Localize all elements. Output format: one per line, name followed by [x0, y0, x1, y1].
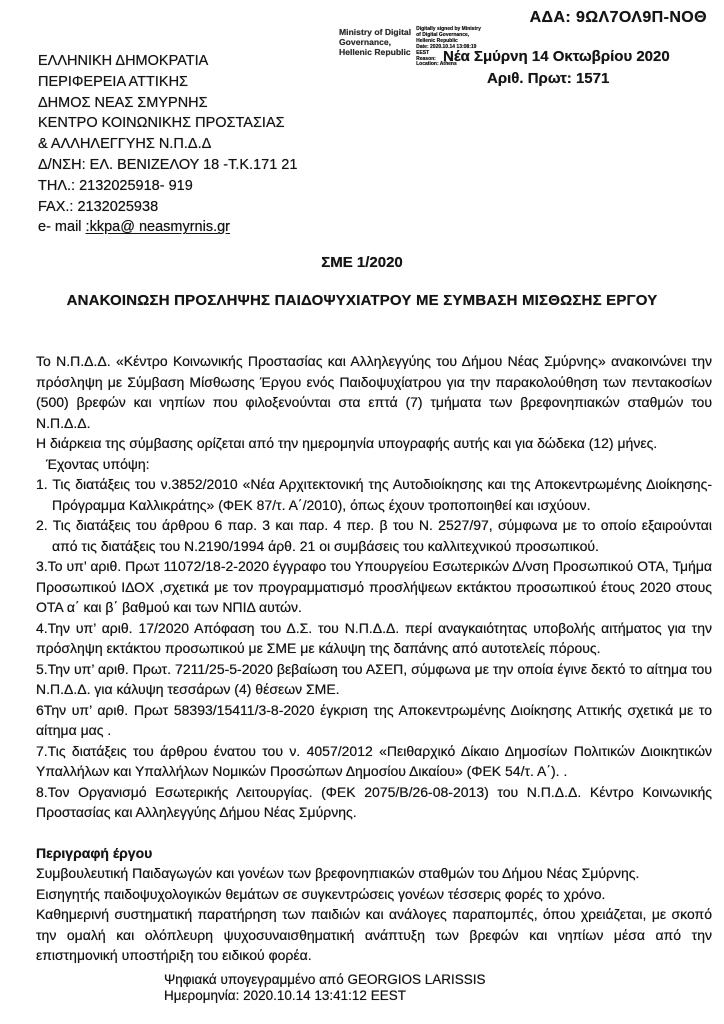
stamp-signature-line: EEST: [416, 49, 430, 56]
place-date: Νέα Σμύρνη 14 Οκτωβρίου 2020: [443, 48, 670, 65]
letterhead-line: Δ/ΝΣΗ: ΕΛ. ΒΕΝΙΖΕΛΟΥ 18 -Τ.Κ.171 21: [38, 156, 298, 173]
stamp-signature-line: Digitally signed by Ministry: [416, 26, 481, 32]
duration-line: Η διάρκεια της σύμβασης ορίζεται από την ημερομηνία υπογραφής αυτής και για δώδεκα (12) μήνες.: [36, 435, 658, 451]
letterhead-line: & ΑΛΛΗΛΕΓΓΥΗΣ Ν.Π.Δ.Δ: [38, 136, 212, 153]
consideration-item-7: 7.Τις διατάξεις του άρθρου ένατου του ν. 4057/2012 «Πειθαρχικό Δίκαιο Δημοσίων Πολιτικών Διοικητικών Υπαλλήλων και Υπαλλήλων Νομικών Προσώπων Δημοσίου Δικαίου» (ΦΕΚ 54/τ. Α΄). .: [36, 742, 712, 779]
letterhead-line: ΚΕΝΤΡΟ ΚΟΙΝΩΝΙΚΗΣ ΠΡΟΣΤΑΣΙΑΣ: [38, 115, 285, 132]
consideration-item-5: 5.Την υπ’ αριθ. Πρωτ. 7211/25-5-2020 βεβαίωση του ΑΣΕΠ, σύμφωνα με την οποία έγινε δεκτό το αίτημα του Ν.Π.Δ.Δ. για κάλυψη τεσσάρων (4) θέσεων ΣΜΕ.: [36, 660, 712, 697]
project-description-heading: Περιγραφή έργου: [36, 844, 153, 861]
consideration-item-2: 2. Τις διατάξεις του άρθρου 6 παρ. 3 και παρ. 4 περ. β του Ν. 2527/97, σύμφωνα με το οποίο εξαιρούνται από τις διατάξεις του Ν.2190/1994 άρθ. 21 οι συμβάσεις του καλλιτεχνικού προσωπικού.: [36, 517, 712, 554]
stamp-authority-line: Ministry of Digital: [339, 27, 412, 37]
stamp-signature-line: Date: 2020.10.14 13:08:19: [416, 43, 477, 50]
stamp-signature-line: Location: Athens: [416, 61, 457, 68]
email-address: :kkpa@ neasmyrnis.gr: [85, 219, 231, 236]
consideration-item-3: 3.Το υπ’ αριθ. Πρωτ 11072/18-2-2020 έγγραφο του Υπουργείου Εσωτερικών Δ/νση Προσωπικού ΟΤΑ, Τμήμα Προσωπικού ΙΔΟΧ ,σχετικά με τον προγραμματισμό προσλήψεων εκτάκτου προσωπικού έτους 2020 στους ΟΤΑ α΄ και β΄ βαθμού και των ΝΠΙΔ αυτών.: [36, 558, 712, 615]
consideration-item-1: 1. Τις διατάξεις του ν.3852/2010 «Νέα Αρχιτεκτονική της Αυτοδιοίκησης και της Αποκεντρωμένης Διοίκησης- Πρόγραμμα Καλλικράτης» (ΦΕΚ 87/τ. Α΄/2010), όπως έχουν τροποποιηθεί και ισχύουν.: [36, 476, 712, 513]
ada-code: ΑΔΑ: 9ΩΛ7ΟΛ9Π-ΝΟΘ: [529, 9, 707, 26]
consideration-item-4: 4.Την υπ’ αριθ. 17/2020 Απόφαση του Δ.Σ. του Ν.Π.Δ.Δ. περί αναγκαιότητας υποβολής αιτήματος για την πρόσληψη εκτάκτου προσωπικού με ΣΜΕ με κάλυψη της δαπάνης από αυτοτελείς πόρους.: [36, 619, 712, 656]
protocol-number: Αριθ. Πρωτ: 1571: [487, 70, 610, 87]
letterhead-line: ΠΕΡΙΦΕΡΕΙΑ ΑΤΤΙΚΗΣ: [38, 73, 188, 90]
letterhead-line: ΤΗΛ.: 2132025918- 919: [38, 177, 193, 194]
stamp-signature-line: Hellenic Republic: [416, 37, 458, 44]
letterhead-line: ΔΗΜΟΣ ΝΕΑΣ ΣΜΥΡΝΗΣ: [38, 94, 208, 111]
project-line-2: Εισηγητής παιδοψυχολογικών θεμάτων σε συγκεντρώσεις γονέων τέσσερις φορές το χρόνο.: [36, 885, 606, 902]
letterhead-line: ΕΛΛΗΝΙΚΗ ΔΗΜΟΚΡΑΤΙΑ: [38, 53, 209, 69]
email-line: [38, 217, 297, 238]
intro-paragraph: Το Ν.Π.Δ.Δ. «Κέντρο Κοινωνικής Προστασίας και Αλληλεγγύης του Δήμου Νέας Σμύρνης» ανακοινώνει την πρόσληψη με Σύμβαση Μίσθωσης Έργου ενός Παιδοψυχίατρου για την παρακολούθηση των πεντακοσίων (500) βρεφών και νηπίων που φιλοξενούνται στα επτά (7) τμήματα των βρεφονηπιακών σταθμών του Ν.Π.Δ.Δ.: [36, 353, 712, 431]
stamp-authority-line: Hellenic Republic: [339, 47, 411, 58]
project-line-1: Συμβουλευτική Παιδαγωγών και γονέων των βρεφονηπιακών σταθμών του Δήμου Νέας Σμύρνης.: [36, 865, 640, 881]
letterhead: [38, 51, 297, 238]
consideration-item-6: 6Την υπ’ αριθ. Πρωτ 58393/15411/3-8-2020 έγκριση της Αποκεντρωμένης Διοίκησης Αττικής σχετικά με το αίτημα μας .: [36, 701, 712, 738]
stamp-authority-text: [339, 27, 411, 68]
document-body: [36, 351, 712, 1005]
consideration-item-8: 8.Τον Οργανισμό Εσωτερικής Λειτουργίας. (ΦΕΚ 2075/Β/26-08-2013) του Ν.Π.Δ.Δ. Κέντρο Κοινωνικής Προστασίας και Αλληλεγγύης Δήμου Νέας Σμύρνης.: [36, 783, 712, 820]
subject-number: ΣΜΕ 1/2020: [321, 254, 403, 271]
stamp-signature-line: of Digital Governance,: [416, 31, 470, 38]
signature-signer-line: Ψηφιακά υπογεγραμμένο από GEORGIOS LARISSIS: [164, 971, 486, 987]
considering-label: Έχοντας υπόψη:: [46, 455, 150, 472]
digital-signature-block: [164, 972, 712, 1005]
stamp-signature-line: Reason:: [416, 55, 436, 62]
project-line-3: Καθημερινή συστηματική παρατήρηση των παιδιών και ανάλογες παραπομπές, όπου χρειάζεται, με σκοπό την ομαλή και ολόπλευρη ψυχοσυναισθηματική ανάπτυξη των βρεφών και νηπίων μέσα από την επιστημονική υποστήριξη του ειδικού φορέα.: [36, 906, 712, 963]
stamp-authority-line: Governance,: [339, 37, 392, 48]
email-label: e- mail: [38, 219, 86, 236]
letterhead-line: FAX.: 2132025938: [38, 198, 159, 215]
signature-date-line: Ημερομηνία: 2020.10.14 13:41:12 EEST: [164, 988, 406, 1003]
announcement-title: ΑΝΑΚΟΙΝΩΣΗ ΠΡΟΣΛΗΨΗΣ ΠΑΙΔΟΨΥΧΙΑΤΡΟΥ ΜΕ ΣΥΜΒΑΣΗ ΜΙΣΘΩΣΗΣ ΕΡΓΟΥ: [66, 292, 658, 309]
